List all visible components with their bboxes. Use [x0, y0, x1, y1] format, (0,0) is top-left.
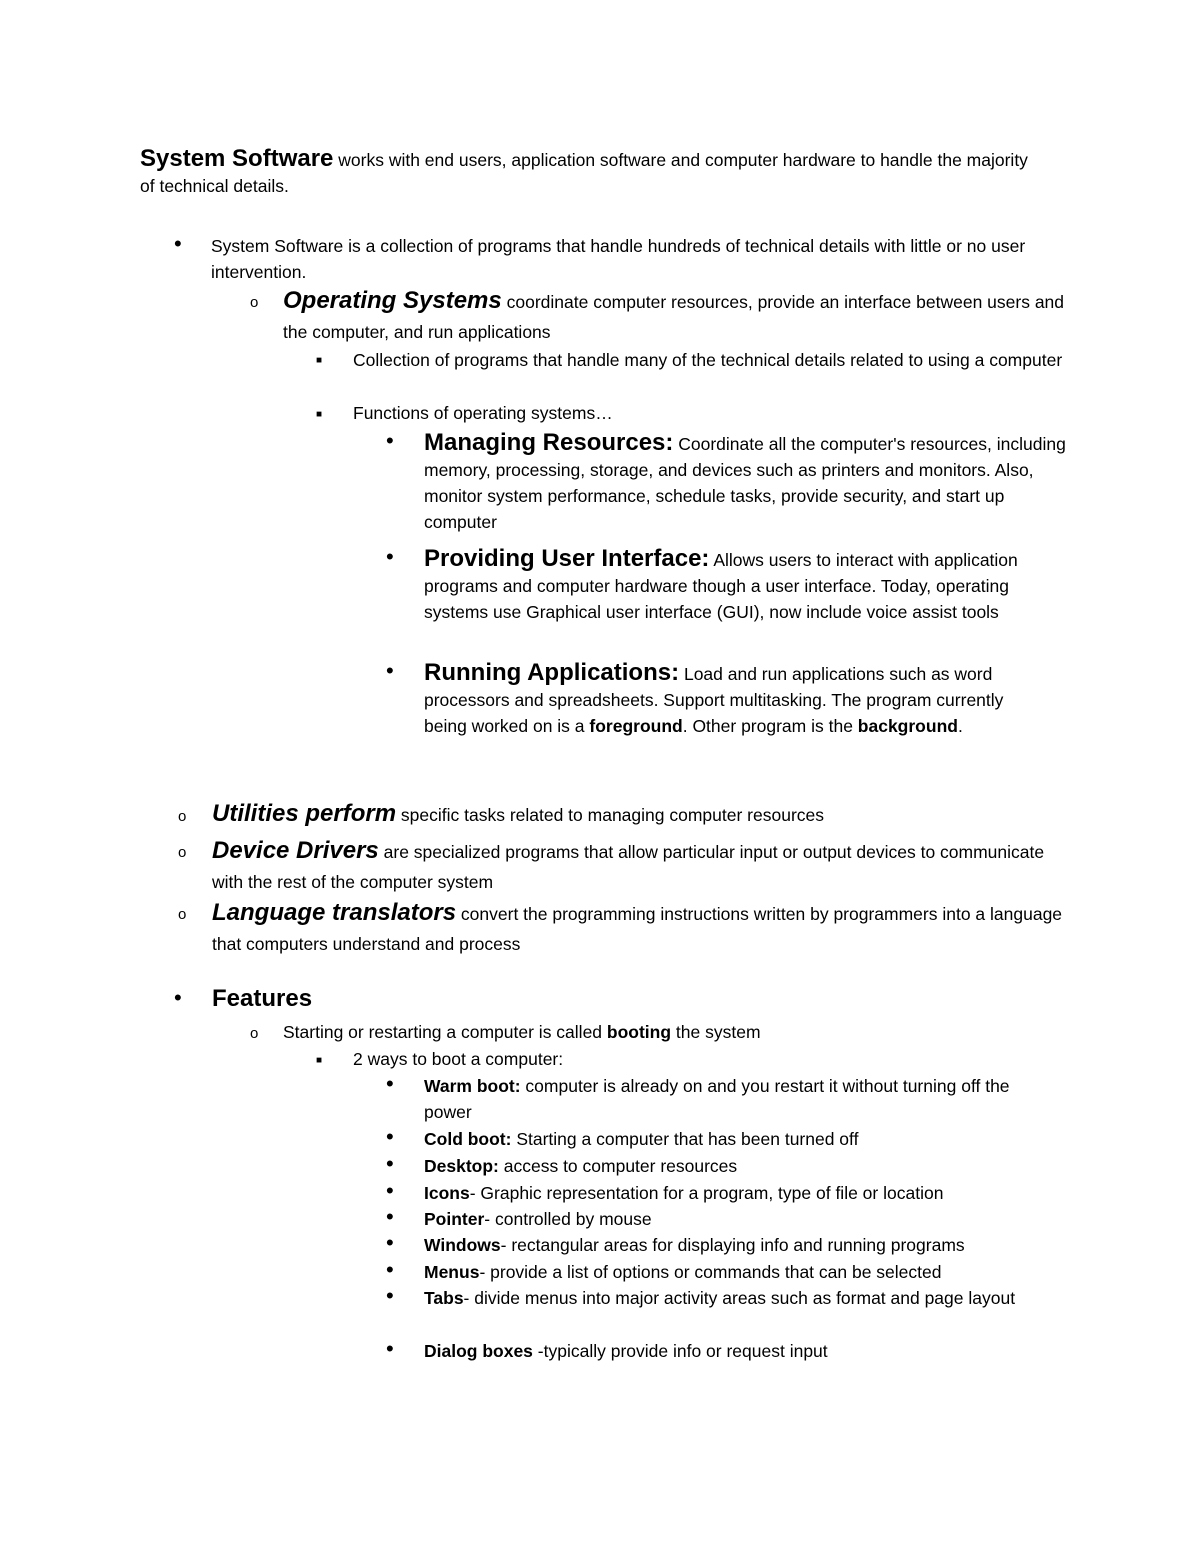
bullet-icon: • [174, 985, 182, 1010]
circle-bullet-icon: o [178, 808, 187, 825]
utilities-title: Utilities perform [212, 800, 397, 827]
language-translators-item [212, 898, 1072, 959]
feature-item-windows [424, 1232, 1069, 1258]
running-title: Running Applications: [424, 659, 680, 686]
feature-item-warm-boot [424, 1073, 1049, 1125]
feature-desc: - divide menus into major activity areas such as format and page layout [463, 1288, 1016, 1308]
circle-bullet-icon: o [178, 844, 187, 861]
bullet-icon: • [386, 1178, 394, 1203]
translators-text: convert the programming instructions written by programmers into a language that computers understand and process [212, 904, 1063, 954]
feature-term: Tabs [424, 1288, 464, 1308]
translators-title: Language translators [212, 899, 457, 926]
feature-desc: Starting a computer that has been turned off [511, 1129, 859, 1149]
os-text: coordinate computer resources, provide an interface between users and the computer, and run applications [283, 292, 1065, 342]
bullet-icon: • [386, 1336, 394, 1361]
booting-item [283, 1019, 1073, 1045]
intro-text: works with end users, application software and computer hardware to handle the majority of technical details. [140, 150, 1028, 196]
feature-desc: - provide a list of options or commands that can be selected [479, 1262, 942, 1282]
square-bullet-icon: ■ [316, 409, 323, 420]
bullet-icon: • [386, 1257, 394, 1282]
feature-item-icons [424, 1180, 1069, 1206]
bullet-icon: • [386, 658, 394, 683]
square-bullet-icon: ■ [316, 355, 323, 366]
feature-item-desktop [424, 1153, 1069, 1179]
feature-desc: computer is already on and you restart it without turning off the power [424, 1076, 1010, 1122]
feature-term: Cold boot: [424, 1129, 512, 1149]
utilities-text: specific tasks related to managing computer resources [396, 805, 825, 825]
bullet-icon: • [386, 428, 394, 453]
running-apps-item [424, 660, 1049, 739]
booting-term: booting [606, 1022, 672, 1042]
feature-desc: access to computer resources [498, 1156, 738, 1176]
running-text-3: . [957, 716, 963, 736]
feature-term: Windows [424, 1235, 501, 1255]
intro-paragraph [140, 146, 1040, 199]
feature-item-pointer [424, 1206, 1069, 1232]
bullet-icon: • [174, 231, 182, 256]
utilities-item [212, 801, 1072, 828]
feature-desc: -typically provide info or request input [532, 1341, 828, 1361]
intro-lead: System Software [140, 145, 334, 172]
bullet-icon: • [386, 1071, 394, 1096]
circle-bullet-icon: o [250, 294, 259, 311]
device-drivers-item [212, 836, 1072, 897]
bullet-icon: • [386, 544, 394, 569]
drivers-text: are specialized programs that allow particular input or output devices to communicate with the rest of the computer system [212, 842, 1045, 892]
foreground-term: foreground [589, 716, 683, 736]
boot-ways-item: 2 ways to boot a computer: [353, 1049, 564, 1069]
managing-title: Managing Resources: [424, 429, 674, 456]
square-bullet-icon: ■ [316, 1055, 323, 1066]
feature-term: Dialog boxes [424, 1341, 533, 1361]
feature-term: Warm boot: [424, 1076, 521, 1096]
drivers-title: Device Drivers [212, 837, 379, 864]
system-software-item: System Software is a collection of programs that handle hundreds of technical details with little or no user intervention. [211, 236, 1026, 282]
feature-term: Desktop: [424, 1156, 499, 1176]
feature-desc: - Graphic representation for a program, type of file or location [469, 1183, 944, 1203]
ui-text: Allows users to interact with application programs and computer hardware though a user interface. Today, operating systems use Graphical user interface (GUI), now include voice assist tools [424, 550, 1018, 622]
feature-item-dialog-boxes [424, 1338, 1069, 1364]
bullet-icon: • [386, 1204, 394, 1229]
background-term: background [857, 716, 958, 736]
features-heading: Features [212, 985, 313, 1012]
feature-term: Pointer [424, 1209, 485, 1229]
feature-desc: - controlled by mouse [484, 1209, 652, 1229]
os-title: Operating Systems [283, 287, 502, 314]
ui-title: Providing User Interface: [424, 545, 710, 572]
bullet-icon: • [386, 1283, 394, 1308]
os-sub-functions: Functions of operating systems… [353, 403, 613, 423]
feature-item-menus [424, 1259, 1069, 1285]
circle-bullet-icon: o [250, 1025, 259, 1042]
user-interface-item [424, 546, 1069, 625]
managing-resources-item [424, 430, 1069, 535]
running-text-1: Load and run applications such as word processors and spreadsheets. Support multitasking. The program currently being worked on is a [424, 664, 1004, 736]
running-text-2: . Other program is the [682, 716, 858, 736]
feature-item-cold-boot [424, 1126, 1069, 1152]
feature-desc: - rectangular areas for displaying info and running programs [500, 1235, 965, 1255]
bullet-icon: • [386, 1124, 394, 1149]
os-sub-collection: Collection of programs that handle many of the technical details related to using a computer [353, 350, 1063, 370]
bullet-icon: • [386, 1151, 394, 1176]
feature-term: Menus [424, 1262, 480, 1282]
managing-text: Coordinate all the computer's resources, including memory, processing, storage, and devices such as printers and monitors. Also, monitor system performance, schedule tasks, provide security, and start up computer [424, 434, 1066, 532]
booting-text-1: Starting or restarting a computer is called [283, 1022, 607, 1042]
feature-term: Icons [424, 1183, 470, 1203]
os-item [283, 286, 1073, 347]
feature-item-tabs [424, 1285, 1049, 1311]
bullet-icon: • [386, 1230, 394, 1255]
circle-bullet-icon: o [178, 906, 187, 923]
booting-text-2: the system [671, 1022, 761, 1042]
